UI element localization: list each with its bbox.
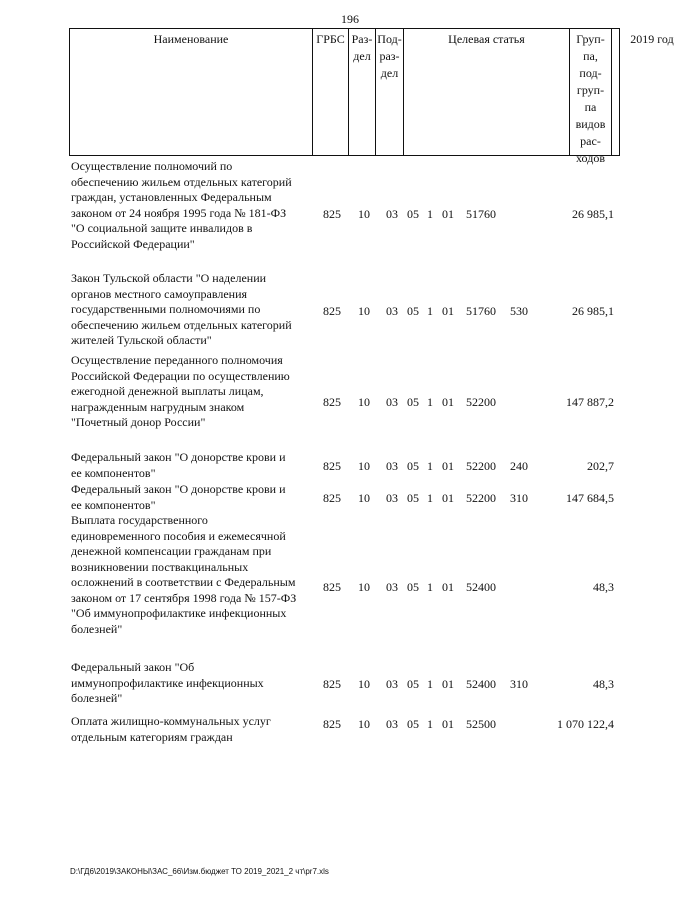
cell-podrazdel: 03: [386, 459, 398, 473]
row-name: Федеральный закон "О донорстве крови и ее компонентов": [71, 450, 286, 480]
cell-target-code: 51760: [466, 207, 496, 221]
cell-target-subprogram: 1: [427, 395, 433, 409]
cell-target-program: 05: [407, 677, 419, 691]
cell-target-code: 52500: [466, 717, 496, 731]
cell-grbs: 825: [323, 207, 341, 221]
cell-expense-group: 310: [510, 677, 528, 691]
cell-podrazdel: 03: [386, 717, 398, 731]
cell-podrazdel: 03: [386, 580, 398, 594]
cell-target-program: 05: [407, 304, 419, 318]
cell-amount: 202,7: [587, 459, 614, 473]
cell-podrazdel: 03: [386, 395, 398, 409]
cell-razdel: 10: [358, 717, 370, 731]
cell-grbs: 825: [323, 395, 341, 409]
cell-target-code: 52400: [466, 580, 496, 594]
row-name: Оплата жилищно-коммунальных услуг отдельным категориям граждан: [71, 714, 271, 744]
cell-podrazdel: 03: [386, 207, 398, 221]
header-grbs: ГРБС: [313, 29, 349, 155]
cell-target-event: 01: [442, 304, 454, 318]
header-year: 2019 год: [630, 32, 674, 46]
page-number: 196: [341, 12, 359, 26]
cell-target-subprogram: 1: [427, 677, 433, 691]
cell-target-subprogram: 1: [427, 207, 433, 221]
cell-target-code: 52200: [466, 491, 496, 505]
cell-target-subprogram: 1: [427, 491, 433, 505]
header-podrazdel: Под- раз- дел: [376, 29, 404, 155]
cell-target-subprogram: 1: [427, 304, 433, 318]
cell-target-program: 05: [407, 491, 419, 505]
cell-target-event: 01: [442, 717, 454, 731]
cell-target-program: 05: [407, 459, 419, 473]
cell-target-code: 52400: [466, 677, 496, 691]
cell-grbs: 825: [323, 677, 341, 691]
cell-razdel: 10: [358, 304, 370, 318]
cell-amount: 48,3: [593, 677, 614, 691]
header-expense-group: Груп- па, под- груп- па видов рас- ходов: [570, 29, 612, 155]
cell-amount: 48,3: [593, 580, 614, 594]
row-name: Выплата государственного единовременного пособия и ежемесячной денежной компенсации гражданам при возникновении поствакцинальных осложнений в соответствии с Федеральным законом от 17 сентября 1998 года № 157-ФЗ "Об иммунопрофилактике инфекционных болезней": [71, 513, 297, 636]
cell-razdel: 10: [358, 580, 370, 594]
cell-amount: 1 070 122,4: [557, 717, 614, 731]
cell-razdel: 10: [358, 395, 370, 409]
cell-amount: 26 985,1: [572, 304, 614, 318]
header-razdel: Раз- дел: [349, 29, 376, 155]
table-header: [69, 28, 674, 165]
cell-razdel: 10: [358, 491, 370, 505]
cell-expense-group: 310: [510, 491, 528, 505]
cell-target-event: 01: [442, 395, 454, 409]
cell-grbs: 825: [323, 717, 341, 731]
cell-target-code: 52200: [466, 459, 496, 473]
footer-file-path: D:\ГД6\2019\ЗАКОНЫ\ЗАС_66\Изм.бюджет ТО 2019_2021_2 чт\pr7.xls: [70, 867, 329, 876]
cell-razdel: 10: [358, 677, 370, 691]
cell-amount: 147 684,5: [566, 491, 614, 505]
row-name: Осуществление переданного полномочия Российской Федерации по осуществлению ежегодной денежной выплаты лицам, награжденным нагрудным знаком "Почетный донор России": [71, 353, 290, 429]
cell-target-event: 01: [442, 207, 454, 221]
cell-target-code: 51760: [466, 304, 496, 318]
cell-expense-group: 530: [510, 304, 528, 318]
row-name: Осуществление полномочий по обеспечению жильем отдельных категорий граждан, установленных Федеральным законом от 24 ноября 1995 года № 181-ФЗ "О социальной защите инвалидов в Российской Федерации": [71, 159, 292, 251]
row-name: Закон Тульской области "О наделении органов местного самоуправления государственными полномочиями по обеспечению жильем отдельных категорий жителей Тульской области": [71, 271, 292, 347]
cell-target-event: 01: [442, 677, 454, 691]
cell-target-code: 52200: [466, 395, 496, 409]
row-name: Федеральный закон "О донорстве крови и ее компонентов": [71, 482, 286, 512]
cell-target-program: 05: [407, 717, 419, 731]
cell-amount: 26 985,1: [572, 207, 614, 221]
cell-podrazdel: 03: [386, 677, 398, 691]
cell-razdel: 10: [358, 459, 370, 473]
cell-target-program: 05: [407, 395, 419, 409]
header-name: Наименование: [70, 29, 313, 155]
cell-grbs: 825: [323, 304, 341, 318]
cell-target-event: 01: [442, 580, 454, 594]
cell-target-program: 05: [407, 207, 419, 221]
cell-podrazdel: 03: [386, 491, 398, 505]
cell-target-subprogram: 1: [427, 580, 433, 594]
cell-grbs: 825: [323, 491, 341, 505]
cell-podrazdel: 03: [386, 304, 398, 318]
cell-expense-group: 240: [510, 459, 528, 473]
cell-grbs: 825: [323, 580, 341, 594]
cell-grbs: 825: [323, 459, 341, 473]
cell-amount: 147 887,2: [566, 395, 614, 409]
cell-razdel: 10: [358, 207, 370, 221]
cell-target-event: 01: [442, 459, 454, 473]
cell-target-event: 01: [442, 491, 454, 505]
row-name: Федеральный закон "Об иммунопрофилактике инфекционных болезней": [71, 660, 264, 705]
header-target-article: Целевая статья: [404, 29, 570, 155]
cell-target-subprogram: 1: [427, 717, 433, 731]
cell-target-subprogram: 1: [427, 459, 433, 473]
cell-target-program: 05: [407, 580, 419, 594]
